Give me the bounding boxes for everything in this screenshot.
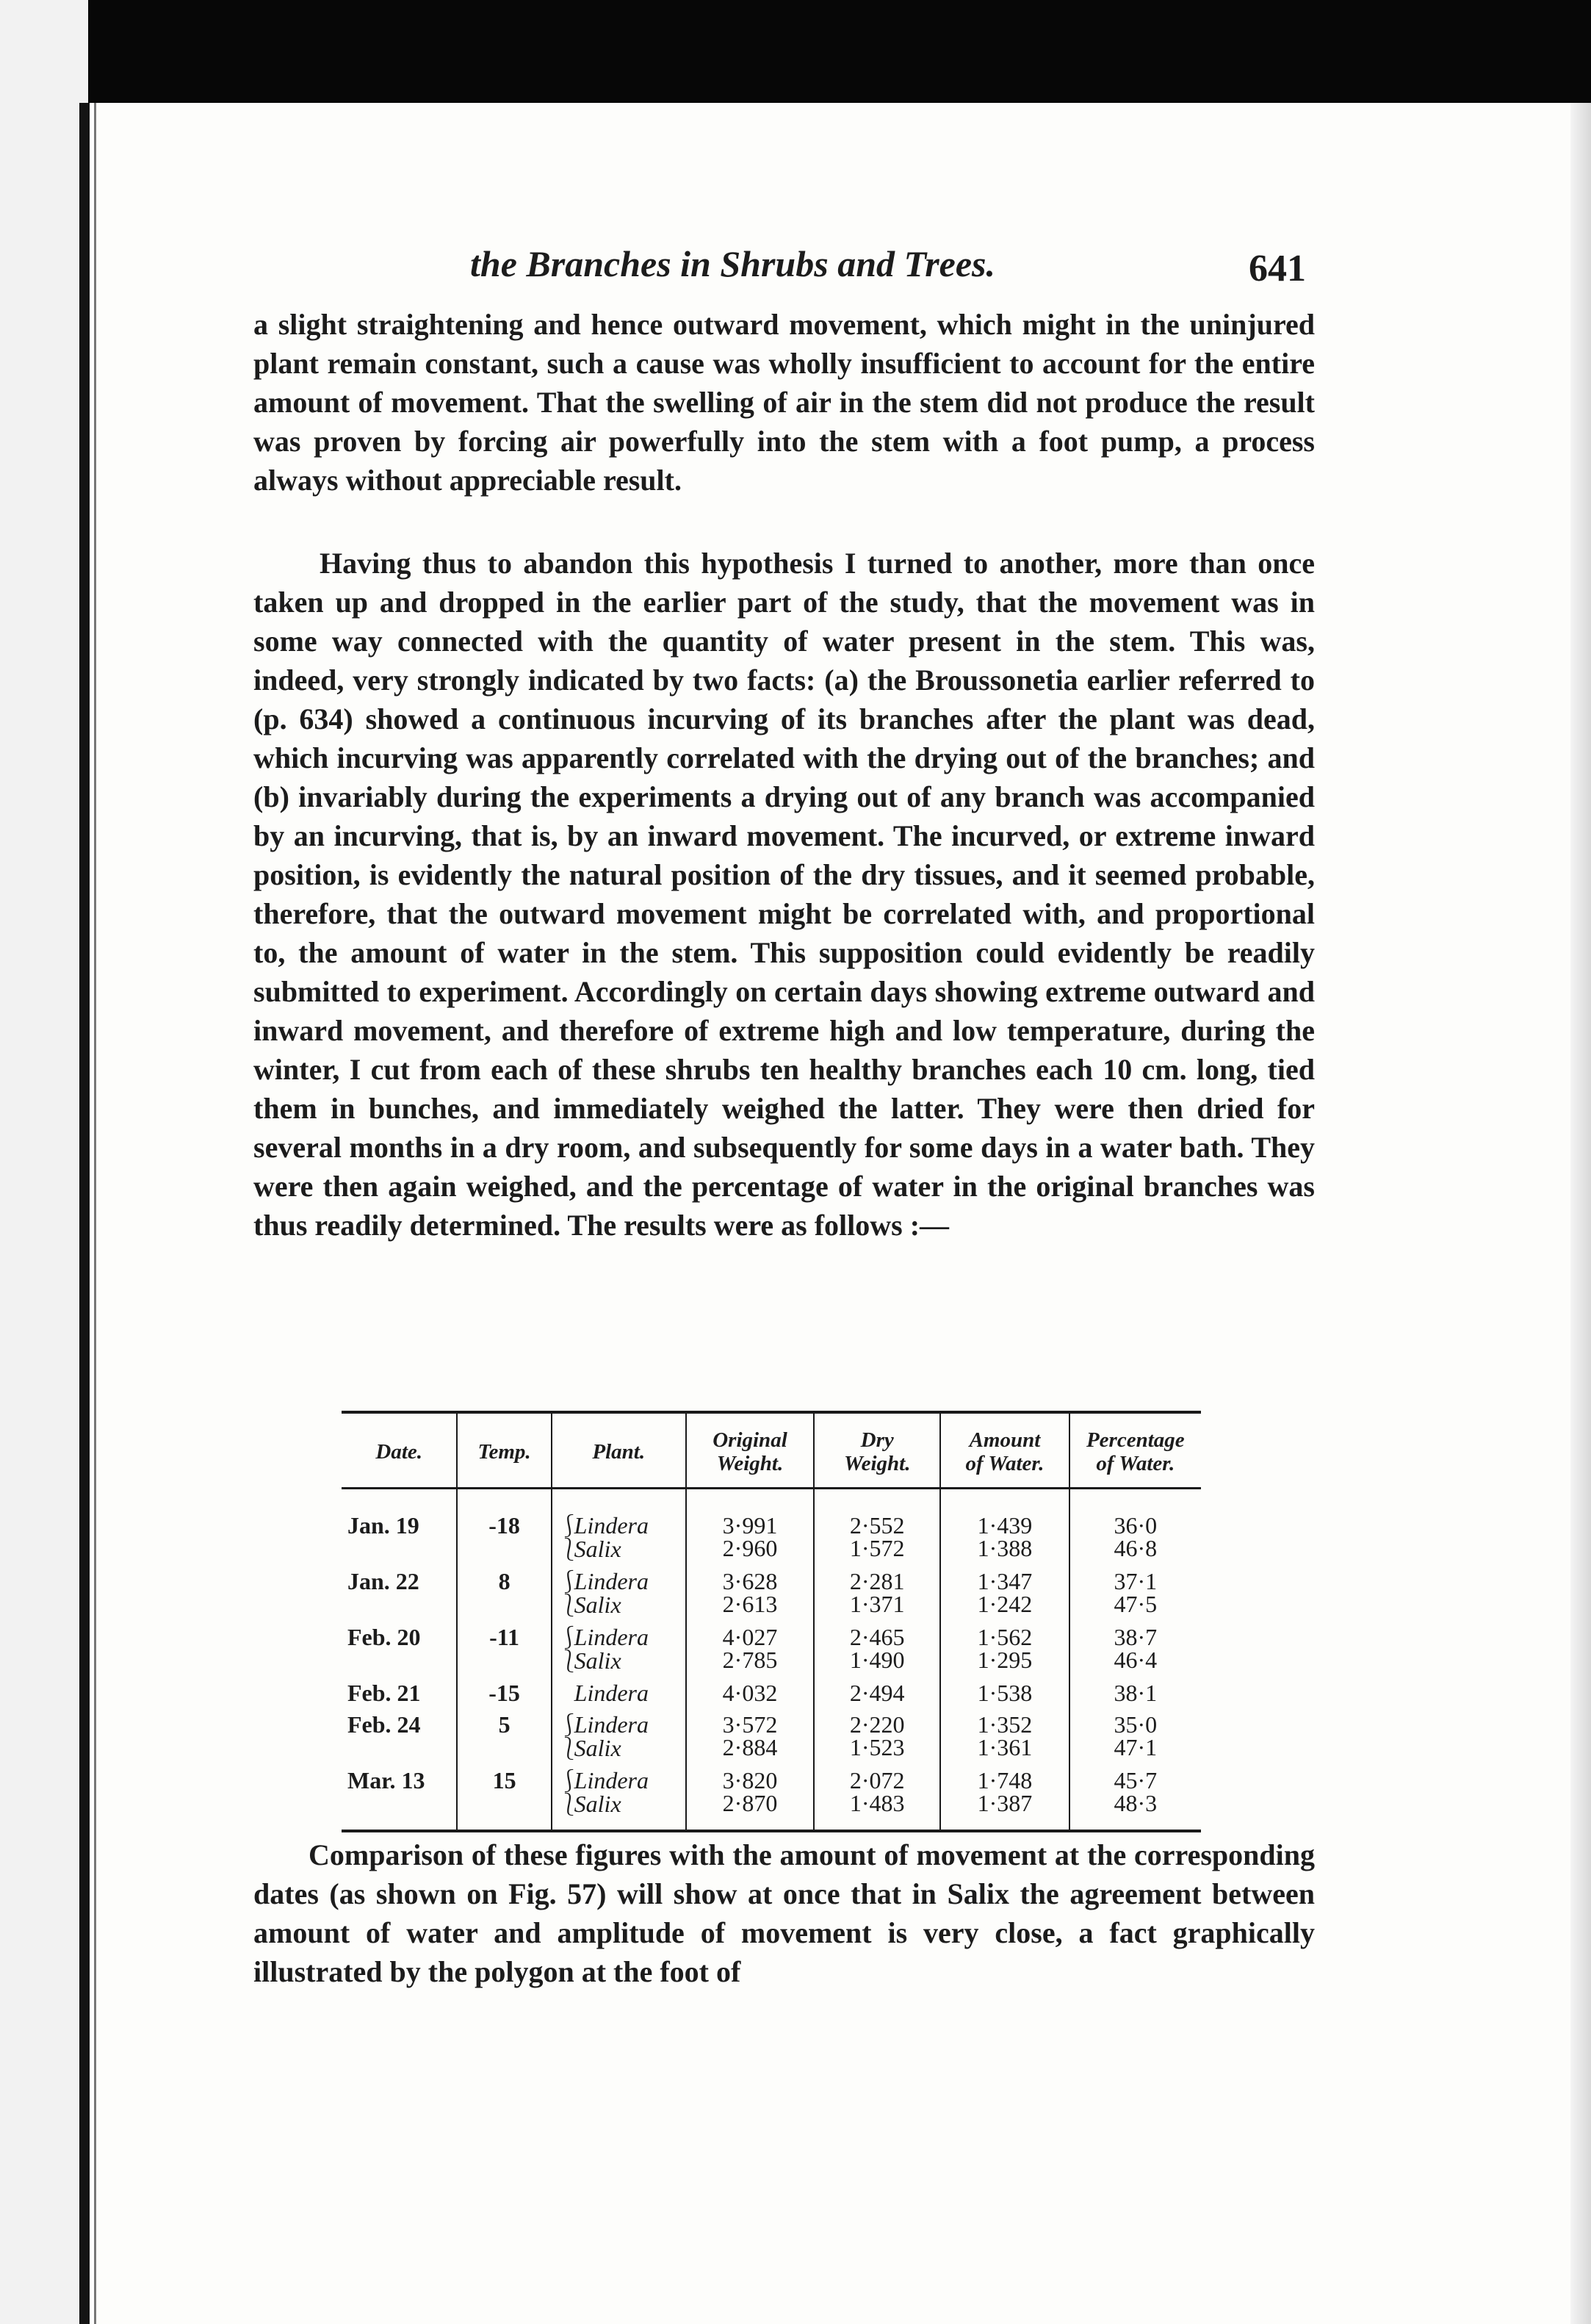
header-original-weight-line-1: Original xyxy=(712,1428,787,1452)
plant-line xyxy=(558,1647,679,1674)
header-amount-water-line-1: Amount xyxy=(969,1428,1041,1452)
plant-line xyxy=(558,1713,679,1737)
table-body xyxy=(342,1489,1201,1832)
brace-mark: ⎰ xyxy=(558,1514,580,1539)
brace-mark: ⎱ xyxy=(558,1650,580,1674)
plant-line xyxy=(558,1737,679,1760)
cell-original-weight-value: 2·960 xyxy=(722,1535,778,1561)
brace-mark: ⎰ xyxy=(558,1626,580,1650)
cell-original-weight-value: 3·820 xyxy=(722,1767,778,1794)
header-percentage-water-line-1: Percentage xyxy=(1086,1428,1185,1452)
cell-plant xyxy=(552,1765,686,1831)
cell-plant xyxy=(552,1566,686,1622)
header-original-weight xyxy=(686,1412,814,1489)
plant-name: Lindera xyxy=(574,1711,649,1738)
cell-original-weight xyxy=(686,1622,814,1677)
cell-date: Jan. 19 xyxy=(347,1512,419,1539)
header-temp: Temp. xyxy=(457,1412,551,1489)
cell-dry-weight-value: 2·072 xyxy=(849,1767,905,1794)
running-head: the Branches in Shrubs and Trees. xyxy=(470,243,995,284)
cell-dry-weight-value: 1·523 xyxy=(849,1734,905,1760)
cell-percentage-water xyxy=(1069,1709,1201,1765)
brace-mark: ⎱ xyxy=(558,1737,580,1761)
cell-dry-weight xyxy=(814,1566,940,1622)
cell-original-weight-value: 3·991 xyxy=(722,1512,778,1539)
table-row xyxy=(342,1489,1201,1566)
cell-temp: 8 xyxy=(457,1566,551,1622)
cell-original-weight xyxy=(686,1489,814,1566)
cell-dry-weight-value: 1·490 xyxy=(849,1647,905,1673)
brace-mark: ⎱ xyxy=(558,1538,580,1562)
plant-line xyxy=(558,1570,679,1594)
cell-amount-water xyxy=(940,1566,1069,1622)
paragraph-2: Having thus to abandon this hypothesis I turned to another, more than once taken up and dropped in the earlier part of the study, that the movement was in some way connected with the quantity of water present in the stem. This was, indeed, very strongly indicated by two facts: (a) the Broussonetia earlier referred to (p. 634) showed a continuous incurving of its branches after the plant was dead, which incurving was apparently correlated with the drying out of the branches; and (b) invariably during the experiments a drying out of any branch was accompanied by an incurving, that is, by an inward movement. The incurved, or extreme inward position, is evidently the natural position of the dry tissues, and it seemed probable, therefore, that the outward movement might be correlated with, and proportional to, the amount of water in the stem. This supposition could evidently be readily submitted to experiment. Accordingly on certain days showing extreme outward and inward movement, and therefore of extreme high and low temperature, during the winter, I cut from each of these shrubs ten healthy branches each 10 cm. long, tied them in bunches, and immediately weighed the latter. They were then dried for several months in a dry room, and subsequently for some days in a water bath. They were then again weighed, and the percentage of water in the original branches was thus readily determined. The results were as follows :— xyxy=(253,547,1315,1242)
cell-amount-water xyxy=(940,1489,1069,1566)
cell-dry-weight-value: 2·552 xyxy=(849,1512,905,1539)
cell-dry-weight-value: 2·220 xyxy=(849,1711,905,1738)
cell-amount-water-value: 1·439 xyxy=(977,1512,1033,1539)
cell-percentage-water xyxy=(1069,1566,1201,1622)
cell-percentage-water-value: 46·8 xyxy=(1114,1535,1158,1561)
plant-name: Lindera xyxy=(574,1767,649,1794)
cell-amount-water-value: 1·387 xyxy=(977,1790,1033,1816)
plant-line xyxy=(558,1591,679,1618)
plant-name: Lindera xyxy=(574,1512,649,1539)
cell-percentage-water-value: 35·0 xyxy=(1114,1711,1158,1738)
plant-line xyxy=(558,1793,679,1816)
table-header xyxy=(342,1412,1201,1489)
cell-percentage-water xyxy=(1069,1622,1201,1677)
cell-amount-water-value: 1·538 xyxy=(977,1680,1033,1706)
cell-temp: 5 xyxy=(457,1709,551,1765)
cell-percentage-water-value: 46·4 xyxy=(1114,1647,1158,1673)
cell-date: Feb. 20 xyxy=(347,1624,421,1650)
cell-original-weight-value: 2·785 xyxy=(722,1647,778,1673)
plant-name: Lindera xyxy=(574,1568,649,1594)
table-header-row xyxy=(342,1412,1201,1489)
header-dry-weight xyxy=(814,1412,940,1489)
cell-original-weight xyxy=(686,1709,814,1765)
cell-amount-water-value: 1·748 xyxy=(977,1767,1033,1794)
paragraph-3: Comparison of these figures with the amount of movement at the corresponding dates (as shown on Fig. 57) will show at once that in Salix the agreement between amount of water and amplitude of movement is very close, a fact graphically illustrated by the polygon at the foot of xyxy=(253,1838,1315,1988)
cell-amount-water-value: 1·562 xyxy=(977,1624,1033,1650)
header-original-weight-line-2: Weight. xyxy=(716,1452,784,1475)
cell-plant xyxy=(552,1709,686,1765)
cell-temp: -15 xyxy=(457,1677,551,1709)
cell-dry-weight-value: 2·281 xyxy=(849,1568,905,1594)
cell-amount-water xyxy=(940,1677,1069,1709)
cell-dry-weight-value: 2·494 xyxy=(849,1680,905,1706)
cell-percentage-water xyxy=(1069,1489,1201,1566)
cell-temp: -18 xyxy=(457,1489,551,1566)
cell-original-weight-value: 4·032 xyxy=(722,1680,778,1706)
cell-amount-water xyxy=(940,1765,1069,1831)
brace-mark: ⎱ xyxy=(558,1793,580,1817)
cell-original-weight-value: 3·628 xyxy=(722,1568,778,1594)
cell-amount-water-value: 1·242 xyxy=(977,1591,1033,1617)
cell-date: Mar. 13 xyxy=(347,1767,425,1794)
cell-amount-water-value: 1·347 xyxy=(977,1568,1033,1594)
table-row xyxy=(342,1677,1201,1709)
plant-name: Salix xyxy=(574,1591,621,1618)
cell-percentage-water-value: 36·0 xyxy=(1114,1512,1158,1539)
brace-mark: ⎰ xyxy=(558,1769,580,1794)
plant-name: Salix xyxy=(574,1536,621,1562)
page-edge-right xyxy=(1570,103,1591,2324)
cell-percentage-water-value: 37·1 xyxy=(1114,1568,1158,1594)
plant-line xyxy=(558,1514,679,1538)
header-date: Date. xyxy=(342,1412,457,1489)
plant-name: Lindera xyxy=(574,1624,649,1650)
cell-original-weight-value: 4·027 xyxy=(722,1624,778,1650)
plant-line xyxy=(558,1769,679,1793)
cell-amount-water xyxy=(940,1709,1069,1765)
scan-gutter-left xyxy=(0,0,88,2324)
scan-border-top xyxy=(0,0,1591,103)
cell-date: Feb. 24 xyxy=(347,1711,421,1738)
water-content-table xyxy=(342,1411,1201,1832)
plant-name: Salix xyxy=(574,1791,621,1817)
cell-amount-water-value: 1·352 xyxy=(977,1711,1033,1738)
header-amount-water-line-2: of Water. xyxy=(965,1452,1045,1475)
brace-mark: ⎰ xyxy=(558,1570,580,1594)
cell-amount-water-value: 1·295 xyxy=(977,1647,1033,1673)
cell-amount-water xyxy=(940,1622,1069,1677)
cell-dry-weight xyxy=(814,1677,940,1709)
cell-temp: -11 xyxy=(457,1622,551,1677)
cell-original-weight-value: 2·613 xyxy=(722,1591,778,1617)
cell-percentage-water-value: 48·3 xyxy=(1114,1790,1158,1816)
cell-percentage-water-value: 38·1 xyxy=(1114,1680,1158,1706)
header-plant: Plant. xyxy=(552,1412,686,1489)
cell-dry-weight-value: 1·483 xyxy=(849,1790,905,1816)
cell-amount-water-value: 1·388 xyxy=(977,1535,1033,1561)
cell-plant xyxy=(552,1489,686,1566)
table-row xyxy=(342,1765,1201,1831)
cell-percentage-water-value: 38·7 xyxy=(1114,1624,1158,1650)
cell-dry-weight xyxy=(814,1765,940,1831)
binding-edge xyxy=(79,103,90,2324)
header-amount-water xyxy=(940,1412,1069,1489)
cell-dry-weight-value: 1·371 xyxy=(849,1591,905,1617)
cell-dry-weight-value: 1·572 xyxy=(849,1535,905,1561)
cell-original-weight xyxy=(686,1677,814,1709)
cell-temp: 15 xyxy=(457,1765,551,1831)
plant-name: Lindera xyxy=(574,1680,649,1706)
cell-percentage-water-value: 47·1 xyxy=(1114,1734,1158,1760)
header-dry-weight-line-1: Dry xyxy=(860,1428,894,1452)
cell-original-weight xyxy=(686,1566,814,1622)
header-percentage-water xyxy=(1069,1412,1201,1489)
page-number: 641 xyxy=(1249,248,1306,289)
header-dry-weight-line-2: Weight. xyxy=(843,1452,911,1475)
brace-mark: ⎰ xyxy=(558,1713,580,1738)
cell-original-weight-value: 2·884 xyxy=(722,1734,778,1760)
cell-dry-weight-value: 2·465 xyxy=(849,1624,905,1650)
cell-date: Feb. 21 xyxy=(347,1680,421,1706)
plant-name: Salix xyxy=(574,1735,621,1761)
table-row xyxy=(342,1566,1201,1622)
cell-dry-weight xyxy=(814,1489,940,1566)
plant-line xyxy=(558,1626,679,1650)
plant-line xyxy=(558,1682,679,1705)
header-percentage-water-line-2: of Water. xyxy=(1096,1452,1175,1475)
plant-name: Salix xyxy=(574,1647,621,1674)
cell-dry-weight xyxy=(814,1622,940,1677)
brace-mark: ⎱ xyxy=(558,1594,580,1618)
cell-percentage-water-value: 47·5 xyxy=(1114,1591,1158,1617)
plant-line xyxy=(558,1538,679,1561)
cell-dry-weight xyxy=(814,1709,940,1765)
cell-percentage-water-value: 45·7 xyxy=(1114,1767,1158,1794)
cell-percentage-water xyxy=(1069,1765,1201,1831)
table-row xyxy=(342,1709,1201,1765)
cell-original-weight-value: 3·572 xyxy=(722,1711,778,1738)
cell-original-weight xyxy=(686,1765,814,1831)
cell-amount-water-value: 1·361 xyxy=(977,1734,1033,1760)
cell-plant xyxy=(552,1622,686,1677)
table-row xyxy=(342,1622,1201,1677)
cell-original-weight-value: 2·870 xyxy=(722,1790,778,1816)
cell-percentage-water xyxy=(1069,1677,1201,1709)
cell-date: Jan. 22 xyxy=(347,1568,419,1594)
cell-plant xyxy=(552,1677,686,1709)
paragraph-1: a slight straightening and hence outward movement, which might in the uninjured plant remain constant, such a cause was wholly insufficient to account for the entire amount of movement. That the swelling of air in the stem did not produce the result was proven by forcing air powerfully into the stem with a foot pump, a process always without appreciable result. xyxy=(253,308,1315,497)
